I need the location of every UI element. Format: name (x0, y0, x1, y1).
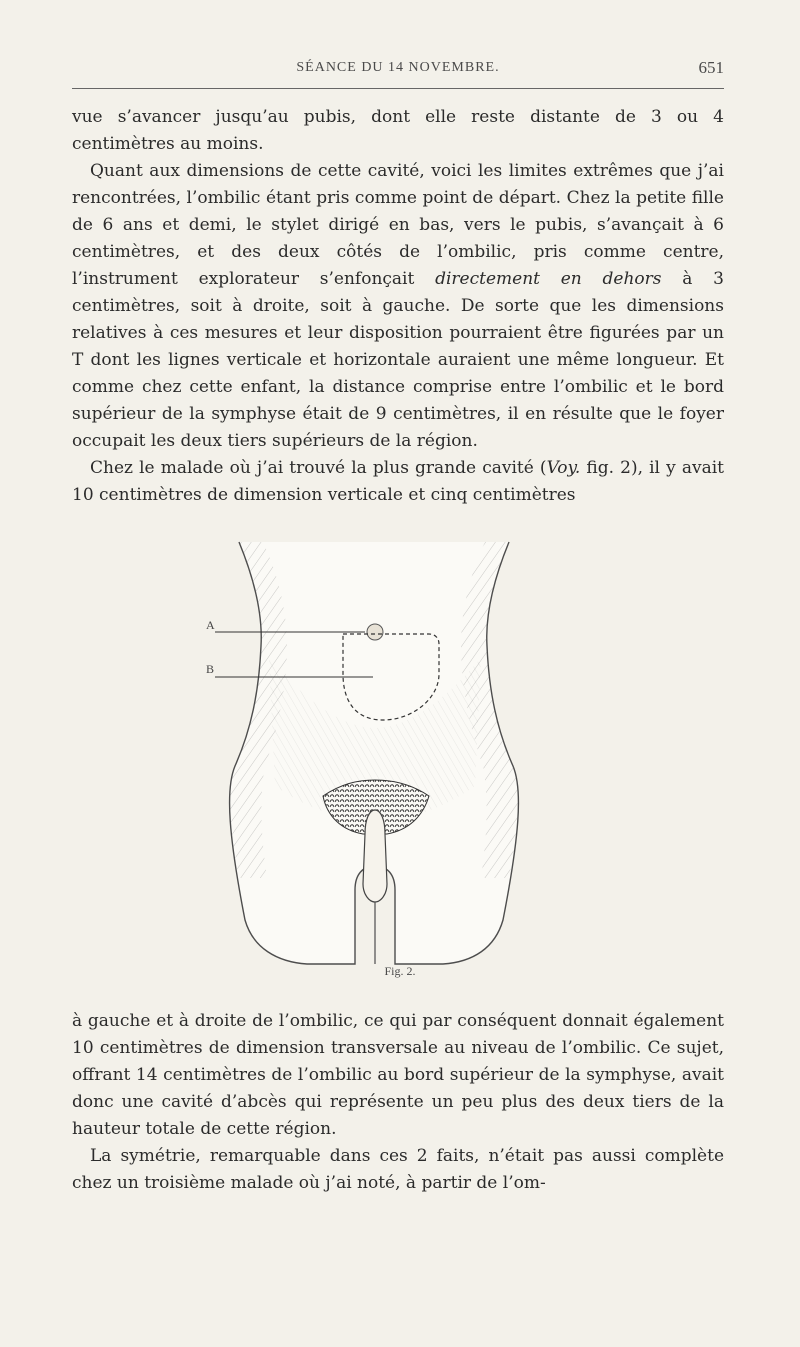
anatomical-illustration (205, 538, 545, 966)
paragraph-1-text: vue s’avancer jusqu’au pubis, dont elle reste distante de 3 ou 4 centimètres au moins. (72, 107, 724, 154)
paragraph-4 (72, 1008, 724, 1143)
running-header (72, 58, 724, 84)
page-number: 651 (698, 58, 724, 77)
genitalia (363, 810, 387, 902)
upper-text-block (72, 104, 724, 509)
header-title: SÉANCE DU 14 NOVEMBRE. (296, 60, 500, 75)
paragraph-5 (72, 1143, 724, 1197)
lower-text-block (72, 1008, 724, 1197)
umbilicus (367, 624, 383, 640)
paragraph-2-text: Quant aux dimensions de cette cavité, voici les limites extrêmes que j’ai rencontrées, l’ombilic étant pris comme point de départ. Chez la petite fille de 6 ans et demi, le stylet dirigé en bas, vers le pubis, s’avançait à 6 centimètres, et des deux côtés de l’ombilic, pris comme centre, l’instrument explorateur s’enfonçait (72, 161, 724, 289)
header-rule (72, 88, 724, 89)
paragraph-1 (72, 104, 724, 158)
paragraph-2 (72, 158, 724, 455)
paragraph-3 (72, 455, 724, 509)
paragraph-3-emphasis: Voy. (546, 458, 581, 478)
figure-caption: Fig. 2. (384, 964, 416, 978)
paragraph-3-text-after: fig. 2), il y avait 10 centimètres de dimension verticale et cinq centimètres (72, 458, 724, 505)
paragraph-2-text-after: à 3 centimètres, soit à droite, soit à gauche. De sorte que les dimensions relatives à ces mesures et leur disposition pourraient être figurées par un T dont les lignes verticale et horizontale auraient une même longueur. Et comme chez cette enfant, la distance comprise entre l’ombilic et le bord supérieur de la symphyse était de 9 centimètres, il en résulte que le foyer occupait les deux tiers supérieurs de la région. (72, 269, 724, 451)
figure-label-b: B (206, 662, 215, 676)
paragraph-2-emphasis: directement en dehors (435, 269, 662, 289)
paragraph-4-text: à gauche et à droite de l’ombilic, ce qui par conséquent donnait également 10 centimètres de dimension transversale au niveau de l’ombilic. Ce sujet, offrant 14 centimètres de l’ombilic au bord supérieur de la symphyse, avait donc une cavité d’abcès qui représente un peu plus des deux tiers de la hauteur totale de cette région. (72, 1011, 724, 1139)
paragraph-5-text: La symétrie, remarquable dans ces 2 faits, n’était pas aussi complète chez un troisième malade où j’ai noté, à partir de l’om- (72, 1146, 724, 1193)
anatomical-figure (205, 538, 545, 966)
figure-label-a: A (206, 618, 215, 632)
paragraph-3-text: Chez le malade où j’ai trouvé la plus grande cavité ( (90, 458, 547, 478)
